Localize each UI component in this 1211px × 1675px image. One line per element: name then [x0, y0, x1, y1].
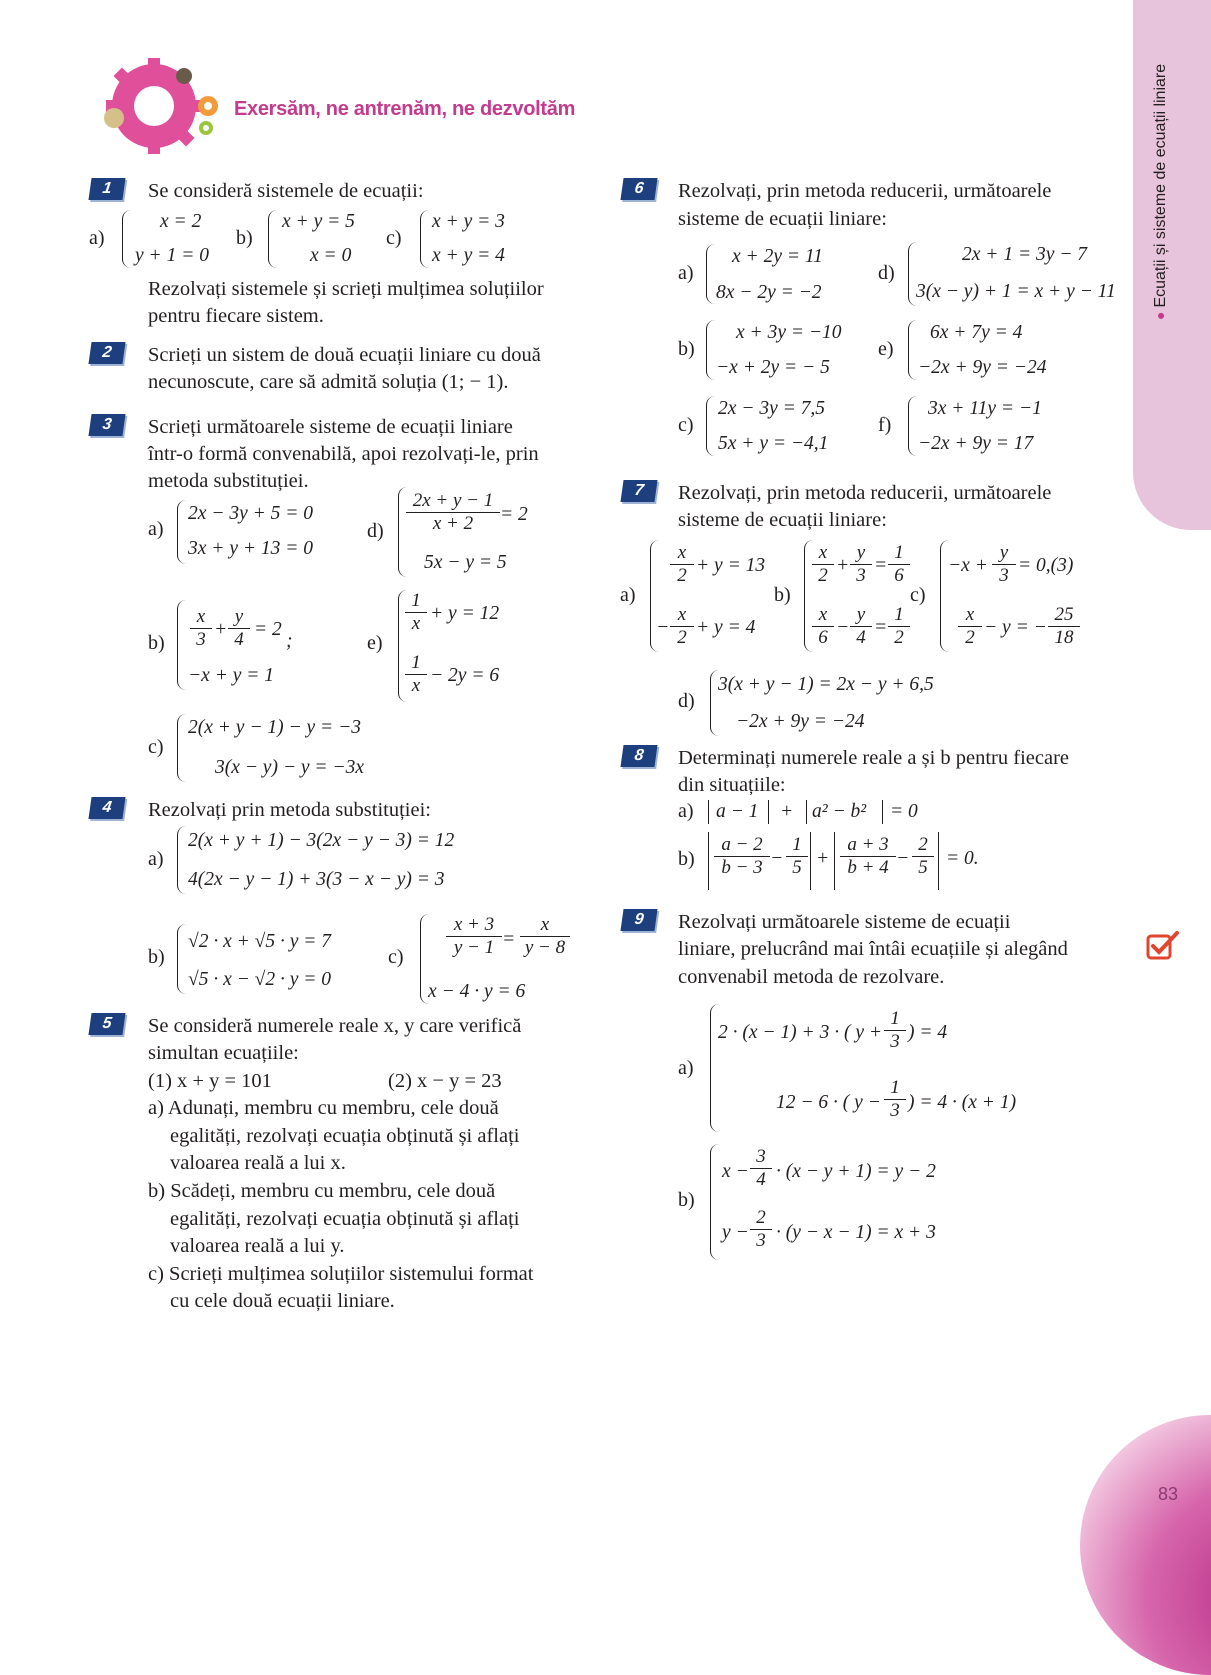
fraction: [884, 1077, 906, 1122]
item-label: c): [678, 414, 694, 436]
exercise-text: valoarea reală a lui x.: [170, 1152, 346, 1174]
item-label: b): [236, 227, 253, 249]
system-brace: [908, 396, 917, 456]
fraction-denominator: y − 8: [524, 937, 566, 958]
fraction: [750, 1146, 772, 1191]
equation: + y = 4: [696, 617, 756, 638]
fraction: [888, 542, 910, 587]
expression: a² − b²: [812, 801, 867, 822]
bullet-icon: ●: [1152, 311, 1168, 320]
exercise-badge: 2: [88, 342, 125, 364]
system-brace: [177, 714, 186, 782]
exercise-badge: 1: [88, 178, 125, 200]
fraction-denominator: 3: [756, 1230, 766, 1251]
exercise-text: într-o formă convenabilă, apoi rezolvați-le, prin: [148, 443, 539, 465]
fraction-numerator: x: [520, 914, 570, 937]
exercise-text: c) Scrieți mulțimea soluțiilor sistemului format: [148, 1263, 534, 1285]
fraction-numerator: 1: [405, 652, 427, 675]
item-label: e): [367, 632, 383, 654]
fraction-denominator: 4: [234, 629, 244, 650]
equation: + y = 13: [696, 555, 766, 576]
equation: 3x + 11y = −1: [928, 398, 1042, 419]
exercise-badge: 4: [88, 797, 125, 819]
equation: x + 3y = −10: [736, 322, 842, 343]
exercise-text: cu cele două ecuații liniare.: [170, 1290, 395, 1312]
fraction-numerator: y: [850, 542, 872, 565]
fraction-denominator: 3: [856, 565, 866, 586]
equation: (2) x − y = 23: [388, 1070, 502, 1092]
equation: = 2: [254, 619, 282, 640]
fraction: [1048, 604, 1080, 649]
system-brace: [706, 320, 715, 380]
fraction-numerator: a − 2: [714, 834, 770, 857]
fraction-numerator: a + 3: [840, 834, 896, 857]
fraction: [405, 590, 427, 635]
fraction: [786, 834, 808, 879]
operator: +: [214, 619, 228, 640]
fraction-denominator: 6: [818, 627, 828, 648]
fraction-numerator: 1: [888, 542, 910, 565]
item-label: a): [89, 227, 105, 249]
absolute-bar: [810, 832, 811, 890]
fraction-denominator: 2: [818, 565, 828, 586]
side-tab-label: ●Ecuații și sisteme de ecuații liniare: [1152, 63, 1169, 320]
system-brace: [177, 600, 186, 690]
fraction-numerator: y: [992, 542, 1016, 565]
fraction-numerator: 1: [884, 1008, 906, 1031]
exercise-text: Rezolvați următoarele sisteme de ecuații: [678, 911, 1011, 933]
equation: x = 2: [160, 211, 202, 232]
item-label: b): [148, 632, 165, 654]
page-number: 83: [1158, 1484, 1179, 1504]
exercise-badge: 8: [620, 745, 657, 767]
exercise-text: egalități, rezolvați ecuația obținută și aflați: [170, 1125, 520, 1147]
equation: x −: [722, 1161, 749, 1182]
equation: 5x + y = −4,1: [718, 433, 829, 454]
exercise-text: Se consideră numerele reale x, y care verifică: [148, 1015, 522, 1037]
item-label: c): [148, 736, 164, 758]
exercise-text: Rezolvați prin metoda substituției:: [148, 799, 431, 821]
absolute-bar: [708, 832, 709, 890]
exercise-badge: 6: [620, 178, 657, 200]
operator: =: [874, 555, 888, 576]
equation: x + y = 5: [282, 211, 355, 232]
fraction-denominator: 4: [756, 1169, 766, 1190]
system-brace: [908, 320, 917, 380]
fraction-denominator: 3: [196, 629, 206, 650]
fraction: [750, 1207, 772, 1252]
exercise-text: b) Scădeți, membru cu membru, cele două: [148, 1180, 496, 1202]
item-label: a): [148, 518, 164, 540]
fraction-numerator: x: [958, 604, 982, 627]
exercise-badge: 3: [88, 414, 125, 436]
page-title: Exersăm, ne antrenăm, ne dezvoltăm: [234, 98, 576, 120]
fraction-numerator: x + 3: [446, 914, 502, 937]
item-label: d): [878, 262, 895, 284]
operator: +: [816, 848, 830, 869]
system-brace: [268, 210, 277, 268]
equation: 4(2x − y − 1) + 3(3 − x − y) = 3: [188, 869, 445, 890]
fraction: [190, 606, 212, 651]
fraction-numerator: y: [228, 606, 250, 629]
fraction: [912, 834, 934, 879]
equation: · (x − y + 1) = y − 2: [776, 1161, 936, 1182]
exercise-text: pentru fiecare sistem.: [148, 305, 324, 327]
fraction-denominator: 3: [890, 1100, 900, 1121]
item-label: a): [148, 848, 164, 870]
exercise-text: Se consideră sistemele de ecuații:: [148, 180, 424, 202]
fraction: [888, 604, 910, 649]
equation: −2x + 9y = 17: [918, 433, 1034, 454]
fraction: [670, 604, 694, 649]
fraction-numerator: 3: [750, 1146, 772, 1169]
equation: = 0: [890, 801, 918, 822]
exercise-text: Scrieți următoarele sisteme de ecuații liniare: [148, 416, 513, 438]
exercise-text: Determinați numerele reale a și b pentru fiecare: [678, 747, 1070, 769]
item-label: a): [678, 800, 694, 822]
exercise-text: liniare, prelucrând mai întâi ecuațiile și alegând: [678, 938, 1068, 960]
equation: = 0,(3): [1018, 555, 1074, 576]
absolute-bar: [882, 800, 883, 824]
exercise-text: a) Adunați, membru cu membru, cele două: [148, 1097, 499, 1119]
system-brace: [420, 210, 429, 268]
fraction-numerator: x: [670, 542, 694, 565]
fraction-numerator: 1: [888, 604, 910, 627]
operator: −: [770, 848, 784, 869]
fraction-denominator: 2: [677, 627, 687, 648]
equation: √5 · x − √2 · y = 0: [188, 969, 332, 990]
fraction-denominator: 6: [894, 565, 904, 586]
fraction-denominator: b − 3: [721, 857, 763, 878]
system-brace: [177, 924, 186, 994]
equation: x + 2y = 11: [732, 246, 823, 267]
equation: 3(x + y − 1) = 2x − y + 6,5: [718, 674, 934, 695]
equation: 5x − y = 5: [424, 552, 507, 573]
fraction: [840, 834, 896, 879]
exercise-text: metoda substituției.: [148, 470, 309, 492]
equation: 6x + 7y = 4: [930, 322, 1023, 343]
equation: 3(x − y) + 1 = x + y − 11: [916, 281, 1116, 302]
fraction-denominator: 2: [965, 627, 975, 648]
equation: = 0.: [946, 848, 979, 869]
equation: −x +: [948, 555, 988, 576]
fraction: [884, 1008, 906, 1053]
equation: x = 0: [310, 245, 352, 266]
equation: −2x + 9y = −24: [918, 357, 1047, 378]
fraction-numerator: y: [850, 604, 872, 627]
fraction: [714, 834, 770, 879]
equation: 12 − 6 · ( y −: [776, 1092, 881, 1113]
item-label: b): [678, 1189, 695, 1211]
system-brace: [710, 1144, 719, 1260]
fraction: [520, 914, 570, 959]
exercise-text: Rezolvați sistemele și scrieți mulțimea soluțiilor: [148, 278, 544, 300]
equation: 2x + 1 = 3y − 7: [962, 244, 1088, 265]
fraction-numerator: 25: [1048, 604, 1080, 627]
fraction-numerator: 1: [405, 590, 427, 613]
fraction: [958, 604, 982, 649]
item-label: c): [386, 227, 402, 249]
operator: +: [780, 801, 794, 822]
fraction: [446, 914, 502, 959]
corner-decoration: [1080, 1415, 1211, 1675]
exercise-badge: 9: [620, 909, 657, 931]
equation: ) = 4: [908, 1022, 948, 1043]
system-brace: [706, 396, 715, 456]
equation: 2(x + y + 1) − 3(2x − y − 3) = 12: [188, 830, 455, 851]
fraction: [406, 490, 500, 535]
equation: + y = 12: [430, 603, 500, 624]
item-label: b): [678, 338, 695, 360]
equation: ) = 4 · (x + 1): [908, 1092, 1017, 1113]
exercise-text: sisteme de ecuații liniare:: [678, 208, 887, 230]
gears-logo-icon: [86, 58, 226, 158]
equation: 2(x + y − 1) − y = −3: [188, 717, 361, 738]
fraction-denominator: b + 4: [847, 857, 889, 878]
side-tab: [1133, 0, 1211, 530]
system-brace: [177, 826, 186, 894]
equation: · (y − x − 1) = x + 3: [776, 1222, 936, 1243]
operator: −: [836, 617, 850, 638]
fraction: [228, 606, 250, 651]
item-label: a): [678, 1057, 694, 1079]
item-label: b): [678, 848, 695, 870]
equation: −x + 2y = − 5: [716, 357, 830, 378]
system-brace: [706, 244, 715, 304]
fraction-denominator: 3: [999, 565, 1009, 586]
checkbox-icon: [1146, 930, 1180, 960]
fraction-denominator: 5: [792, 857, 802, 878]
equation: √2 · x + √5 · y = 7: [188, 931, 332, 952]
equation: = 2: [500, 504, 528, 525]
item-label: a): [678, 262, 694, 284]
equation: x + y = 3: [432, 211, 505, 232]
equation: 3x + y + 13 = 0: [188, 538, 314, 559]
exercise-text: sisteme de ecuații liniare:: [678, 509, 887, 531]
fraction-denominator: 3: [890, 1031, 900, 1052]
fraction-denominator: x: [411, 675, 421, 696]
exercise-text: simultan ecuațiile:: [148, 1042, 299, 1064]
item-label: b): [148, 946, 165, 968]
expression: a − 1: [716, 801, 759, 822]
fraction: [850, 542, 872, 587]
fraction-numerator: 2x + y − 1: [406, 490, 500, 513]
equation: 2x − 3y = 7,5: [718, 398, 826, 419]
exercise-badge: 7: [620, 480, 657, 502]
fraction-denominator: y − 1: [453, 937, 495, 958]
item-label: d): [367, 520, 384, 542]
equation: (1) x + y = 101: [148, 1070, 272, 1092]
equation: − y = −: [984, 617, 1047, 638]
fraction-denominator: x + 2: [432, 513, 474, 534]
equation: 8x − 2y = −2: [716, 282, 822, 303]
fraction-denominator: x: [411, 613, 421, 634]
fraction-numerator: 1: [884, 1077, 906, 1100]
fraction-numerator: x: [812, 542, 834, 565]
absolute-bar: [806, 800, 807, 824]
fraction: [670, 542, 694, 587]
item-label: c): [388, 946, 404, 968]
exercise-text: necunoscute, care să admită soluția (1; − 1).: [148, 371, 509, 393]
exercise-text: egalități, rezolvați ecuația obținută și aflați: [170, 1208, 520, 1230]
absolute-bar: [708, 800, 709, 824]
system-brace: [177, 500, 186, 564]
fraction: [992, 542, 1016, 587]
exercise-text: Scrieți un sistem de două ecuații liniare cu două: [148, 344, 541, 366]
fraction-denominator: 18: [1054, 627, 1074, 648]
fraction-numerator: x: [670, 604, 694, 627]
item-label: f): [878, 414, 892, 436]
absolute-bar: [768, 800, 769, 824]
exercise-text: convenabil metoda de rezolvare.: [678, 966, 945, 988]
fraction-numerator: 2: [912, 834, 934, 857]
fraction: [812, 542, 834, 587]
item-label: c): [910, 584, 926, 606]
exercise-text: din situațiile:: [678, 774, 786, 796]
exercise-text: Rezolvați, prin metoda reducerii, următoarele: [678, 180, 1052, 202]
punctuation: ;: [286, 631, 293, 652]
equation: 2x − 3y + 5 = 0: [188, 503, 314, 524]
equation: x + y = 4: [432, 245, 505, 266]
system-brace: [122, 210, 131, 268]
fraction-denominator: 2: [677, 565, 687, 586]
fraction-numerator: 1: [786, 834, 808, 857]
exercise-text: valoarea reală a lui y.: [170, 1235, 345, 1257]
absolute-bar: [834, 832, 835, 890]
fraction-denominator: 2: [894, 627, 904, 648]
operator: =: [874, 617, 888, 638]
equation: 3(x − y) − y = −3x: [215, 757, 364, 778]
exercise-text: Rezolvați, prin metoda reducerii, următoarele: [678, 482, 1052, 504]
absolute-bar: [938, 832, 939, 890]
equation: −x + y = 1: [188, 665, 275, 686]
fraction-denominator: 5: [918, 857, 928, 878]
equation: x − 4 · y = 6: [428, 981, 526, 1002]
operator: −: [656, 617, 670, 638]
fraction-numerator: x: [190, 606, 212, 629]
item-label: d): [678, 690, 695, 712]
item-label: a): [620, 584, 636, 606]
fraction: [850, 604, 872, 649]
equation: y −: [722, 1222, 749, 1243]
exercise-badge: 5: [88, 1013, 125, 1035]
equation: −2x + 9y = −24: [736, 711, 865, 732]
item-label: e): [878, 338, 894, 360]
equation: 2 · (x − 1) + 3 · ( y +: [718, 1022, 883, 1043]
equation: − 2y = 6: [430, 665, 500, 686]
equation: y + 1 = 0: [135, 245, 209, 266]
fraction-numerator: 2: [750, 1207, 772, 1230]
fraction-denominator: 4: [856, 627, 866, 648]
fraction-numerator: x: [812, 604, 834, 627]
operator: =: [502, 929, 516, 950]
fraction: [405, 652, 427, 697]
operator: −: [896, 848, 910, 869]
item-label: b): [774, 584, 791, 606]
operator: +: [836, 555, 850, 576]
fraction: [812, 604, 834, 649]
